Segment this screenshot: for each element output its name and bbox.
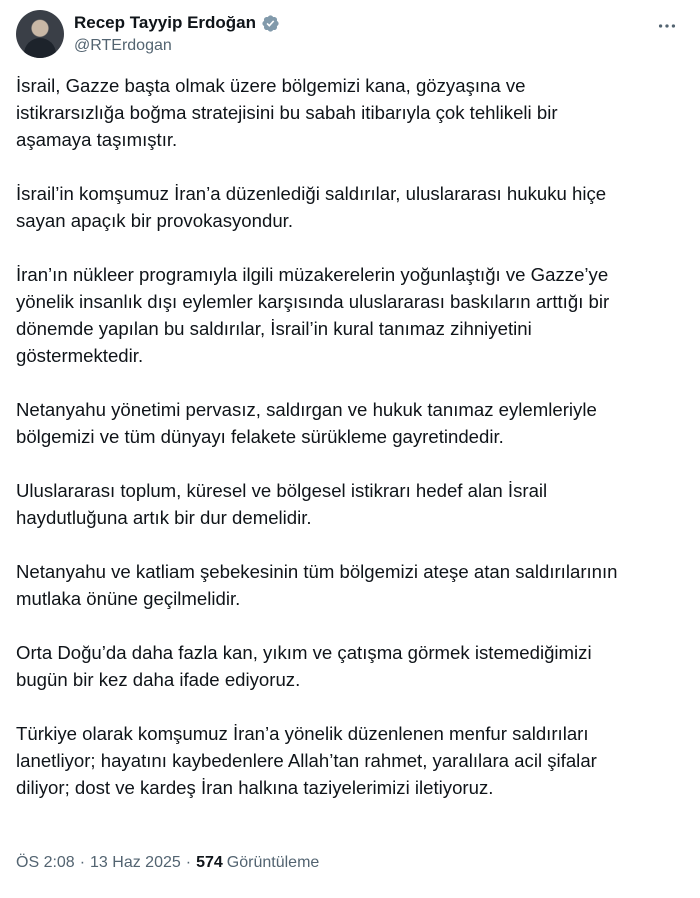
tweet-paragraph: Uluslararası toplum, küresel ve bölgesel istikrarı hedef alan İsrail haydutluğuna artık bir dur demelidir. [16, 480, 548, 528]
author-display-name[interactable]: Recep Tayyip Erdoğan [74, 13, 257, 32]
avatar[interactable] [16, 10, 64, 58]
meta-separator: · [185, 854, 192, 871]
author-handle[interactable]: @RTErdogan [74, 37, 172, 54]
author-names [74, 12, 280, 55]
more-dots-icon [656, 15, 678, 37]
tweet-paragraph: İsrail’in komşumuz İran’a düzenlediği saldırılar, uluslararası hukuku hiçe sayan apaçık bir provokasyondur. [16, 183, 607, 231]
views-count[interactable]: 574 [196, 854, 223, 871]
more-options-button[interactable] [650, 12, 684, 40]
display-name-row [74, 12, 280, 34]
tweet-paragraph: Netanyahu yönetimi pervasız, saldırgan ve hukuk tanımaz eylemleriyle bölgemizi ve tüm dünyayı felakete sürükleme gayretindedir. [16, 399, 597, 447]
meta-separator: · [79, 854, 86, 871]
tweet-paragraph: Türkiye olarak komşumuz İran’a yönelik düzenlenen menfur saldırıları lanetliyor; hayatını kaybedenlere Allah’tan rahmet, yaralılara acil şifalar diliyor; dost ve kardeş İran halkına taziyelerimizi iletiyoruz. [16, 723, 597, 798]
views-label: Görüntüleme [226, 854, 320, 871]
tweet-paragraph: İran’ın nükleer programıyla ilgili müzakerelerin yoğunlaştığı ve Gazze’ye yönelik insanlık dışı eylemler karşısında uluslararası baskıların arttığı bir dönemde yapılan bu saldırılar, İsrail’in kural tanımaz zihniyetini göstermektedir. [16, 264, 610, 366]
tweet-meta [16, 854, 319, 872]
tweet-date[interactable]: 13 Haz 2025 [90, 854, 181, 871]
tweet-time[interactable]: ÖS 2:08 [16, 854, 75, 871]
tweet-paragraph: Orta Doğu’da daha fazla kan, yıkım ve çatışma görmek istemediğimizi bugün bir kez daha ifade ediyoruz. [16, 642, 592, 690]
verified-badge-icon[interactable] [261, 14, 280, 33]
tweet-header [16, 8, 684, 60]
tweet-paragraph: Netanyahu ve katliam şebekesinin tüm bölgemizi ateşe atan saldırılarının mutlaka önüne geçilmelidir. [16, 561, 618, 609]
tweet-text [16, 72, 688, 801]
tweet-paragraph: İsrail, Gazze başta olmak üzere bölgemizi kana, gözyaşına ve istikrarsızlığa boğma stratejisini bu sabah itibarıyla çok tehlikeli bir aşamaya taşımıştır. [16, 75, 558, 150]
